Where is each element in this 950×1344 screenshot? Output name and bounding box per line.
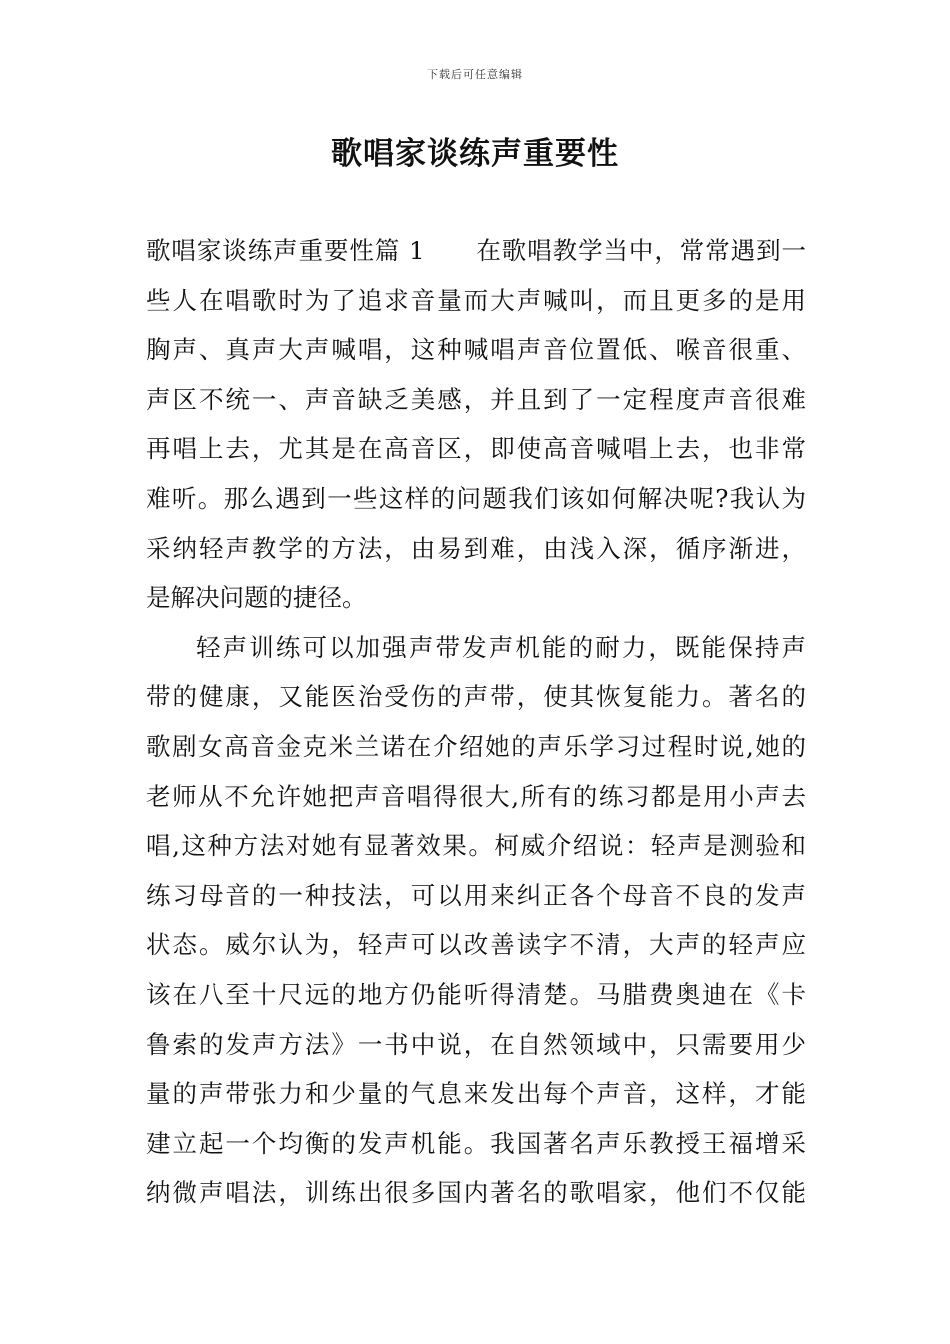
- text-line: 该在八至十尺远的地方仍能听得清楚。马腊费奥迪在《卡: [146, 979, 806, 1009]
- paragraph-2: [146, 623, 806, 1218]
- page-title: 歌唱家谈练声重要性: [331, 136, 619, 172]
- text-line: 声区不统一、声音缺乏美感，并且到了一定程度声音很难: [146, 384, 806, 414]
- text-line: 带的健康，又能医治受伤的声带，使其恢复能力。著名的: [146, 682, 806, 712]
- text-line: 再唱上去，尤其是在高音区，即使高音喊唱上去，也非常: [146, 434, 806, 464]
- text-line: 歌唱家谈练声重要性篇 1 在歌唱教学当中，常常遇到一: [146, 236, 806, 265]
- text-line: 采纳轻声教学的方法，由易到难，由浅入深，循序渐进，: [146, 533, 806, 563]
- text-line: 难听。那么遇到一些这样的问题我们该如何解决呢?我认为: [146, 483, 806, 513]
- text-line: 唱,这种方法对她有显著效果。柯威介绍说：轻声是测验和: [146, 831, 806, 861]
- text-line: 些人在唱歌时为了追求音量而大声喊叫，而且更多的是用: [146, 285, 806, 315]
- text-line: 状态。威尔认为，轻声可以改善读字不清，大声的轻声应: [146, 930, 806, 960]
- text-line: 胸声、真声大声喊唱，这种喊唱声音位置低、喉音很重、: [146, 335, 806, 365]
- text-line: 是解决问题的捷径。: [146, 583, 367, 613]
- text-line: 歌剧女高音金克米兰诺在介绍她的声乐学习过程时说,她的: [146, 731, 806, 761]
- text-line: 练习母音的一种技法，可以用来纠正各个母音不良的发声: [146, 880, 806, 910]
- text-line: 建立起一个均衡的发声机能。我国著名声乐教授王福增采: [146, 1128, 806, 1158]
- header-note: 下载后可任意编辑: [427, 68, 523, 81]
- text-line: 老师从不允许她把声音唱得很大,所有的练习都是用小声去: [146, 781, 806, 811]
- text-line: 纳微声唱法，训练出很多国内著名的歌唱家，他们不仅能: [146, 1178, 806, 1208]
- body-text: [146, 226, 806, 1218]
- text-line: 量的声带张力和少量的气息来发出每个声音，这样，才能: [146, 1079, 806, 1109]
- paragraph-1: [146, 226, 806, 623]
- text-line: 鲁索的发声方法》一书中说，在自然领域中，只需要用少: [146, 1029, 806, 1059]
- text-line: 轻声训练可以加强声带发声机能的耐力，既能保持声: [196, 632, 806, 662]
